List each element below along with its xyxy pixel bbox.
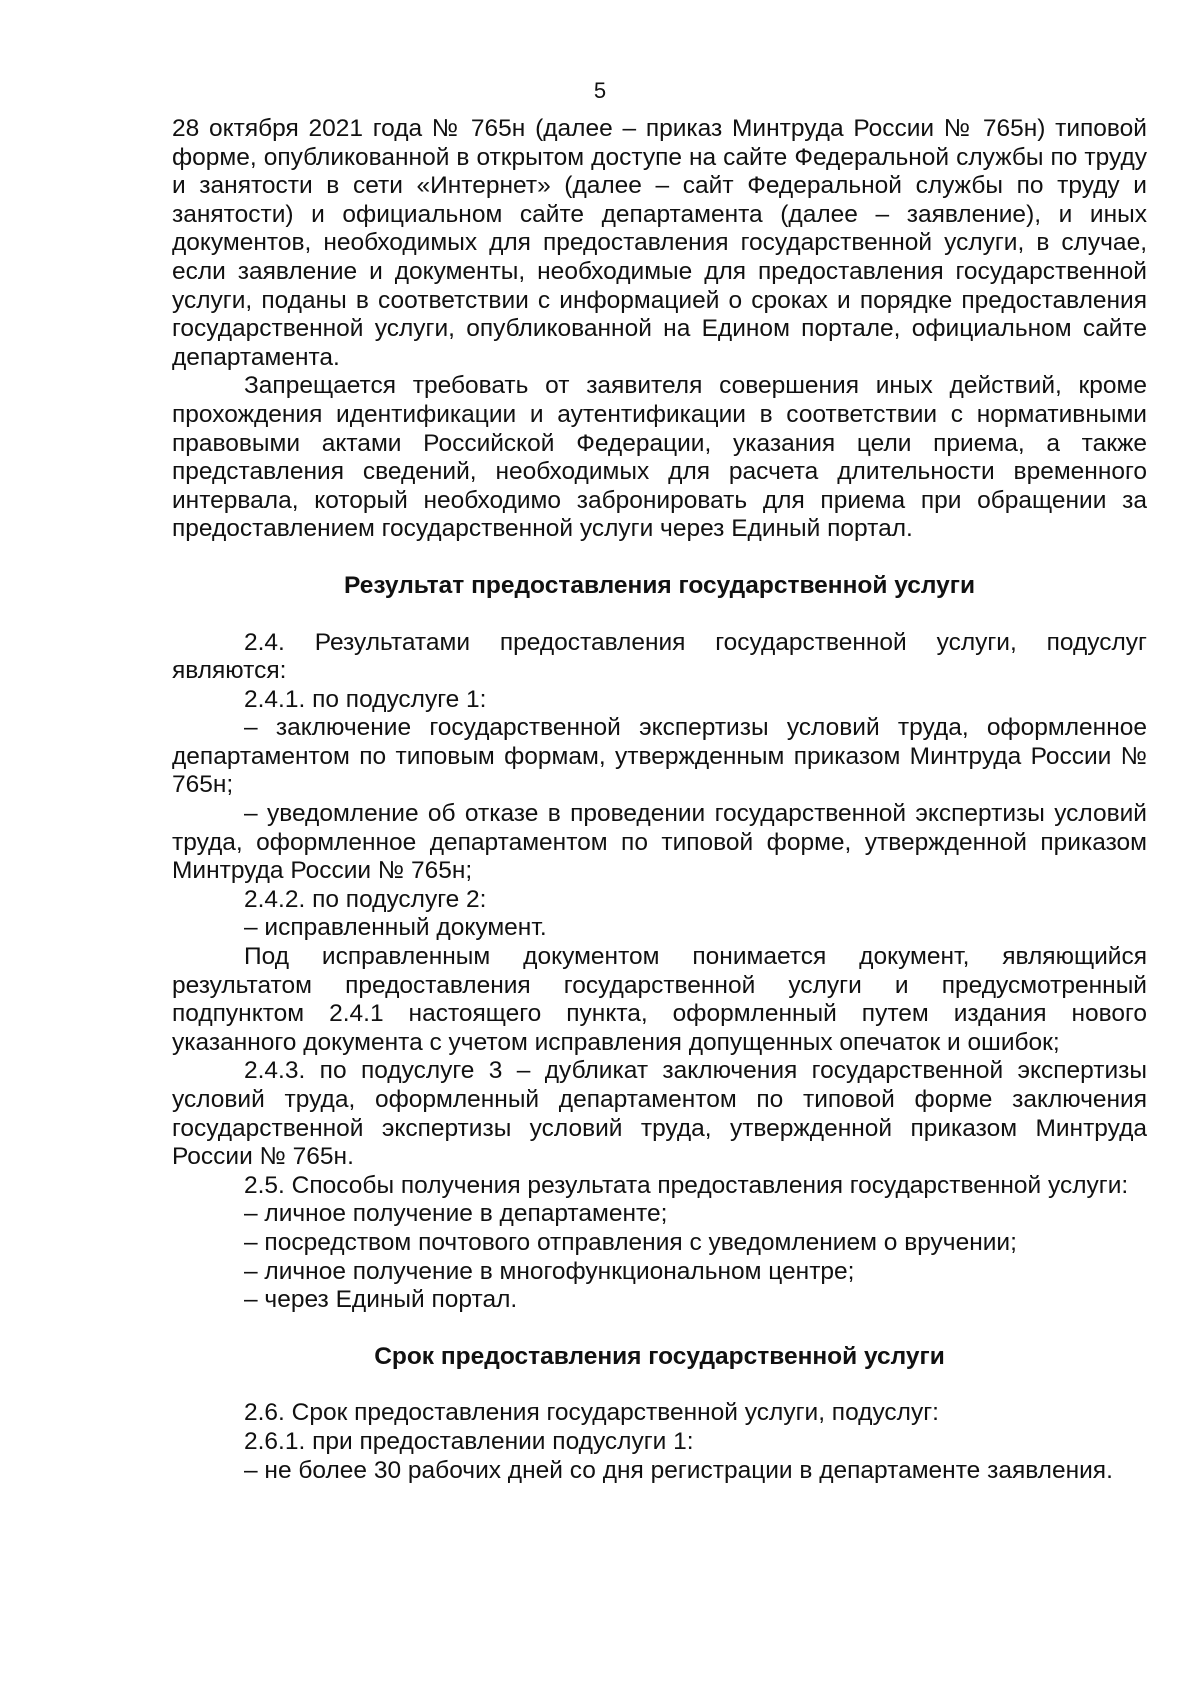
paragraph-2-6: 2.6. Срок предоставления государственной услуги, подуслуг: (244, 1399, 939, 1427)
list-item-30-days: – не более 30 рабочих дней со дня регистрации в департаменте заявления. (244, 1456, 1113, 1484)
page-number: 5 (593, 78, 607, 103)
paragraph-2-4-2: 2.4.2. по подуслуге 2: (244, 885, 487, 913)
list-item-portal: – через Единый портал. (244, 1286, 518, 1314)
section-heading-result: Результат предоставления государственной услуги (343, 571, 976, 599)
list-item-refusal-notice: – уведомление об отказе в проведении государственной экспертизы условий труда, оформленное департаментом по типовой форме, утвержденной приказом Минтруда России № 765н; (172, 800, 1147, 885)
paragraph-2-6-1: 2.6.1. при предоставлении подуслуги 1: (244, 1427, 694, 1455)
list-item-mfc: – личное получение в многофункциональном центре; (244, 1257, 855, 1285)
section-heading-term: Срок предоставления государственной услуги (374, 1342, 945, 1370)
list-item-postal: – посредством почтового отправления с уведомлением о вручении; (244, 1228, 1017, 1256)
list-item-personal-department: – личное получение в департаменте; (244, 1200, 668, 1228)
paragraph-2-4-1: 2.4.1. по подуслуге 1: (244, 685, 487, 713)
list-item-conclusion: – заключение государственной экспертизы условий труда, оформленное департаментом по типовым формам, утвержденным приказом Минтруда России № 765н; (172, 714, 1147, 799)
list-item-corrected-document: – исправленный документ. (244, 914, 547, 942)
paragraph-continuation: 28 октября 2021 года № 765н (далее – приказ Минтруда России № 765н) типовой форме, опубликованной в открытом доступе на сайте Федеральной службы по труду и занятости в сети «Интернет» (далее – сайт Федеральной службы по труду и занятости) и официальном сайте департамента (далее – заявление), и иных документов, необходимых для предоставления государственной услуги, в случае, если заявление и документы, необходимые для предоставления государственной услуги, поданы в соответствии с информацией о сроках и порядке предоставления государственной услуги, опубликованной на Едином портале, официальном сайте департамента. (172, 115, 1147, 371)
paragraph-2-5: 2.5. Способы получения результата предоставления государственной услуги: (244, 1171, 1129, 1199)
paragraph-prohibition: Запрещается требовать от заявителя совершения иных действий, кроме прохождения идентификации и аутентификации в соответствии с нормативными правовыми актами Российской Федерации, указания цели приема, а также представления сведений, необходимых для расчета длительности временного интервала, который необходимо забронировать для приема при обращении за предоставлением государственной услуги через Единый портал. (172, 372, 1147, 543)
paragraph-2-4: 2.4. Результатами предоставления государственной услуги, подуслуг являются: (172, 628, 1147, 685)
paragraph-2-4-3: 2.4.3. по подуслуге 3 – дубликат заключения государственной экспертизы условий труда, оформленный департаментом по типовой форме заключения государственной экспертизы условий труда, утвержденной приказом Минтруда России № 765н. (172, 1057, 1147, 1171)
paragraph-corrected-definition: Под исправленным документом понимается документ, являющийся результатом предоставления государственной услуги и предусмотренный подпунктом 2.4.1 настоящего пункта, оформленный путем издания нового указанного документа с учетом исправления допущенных опечаток и ошибок; (172, 943, 1147, 1056)
document-body (172, 115, 1147, 1485)
